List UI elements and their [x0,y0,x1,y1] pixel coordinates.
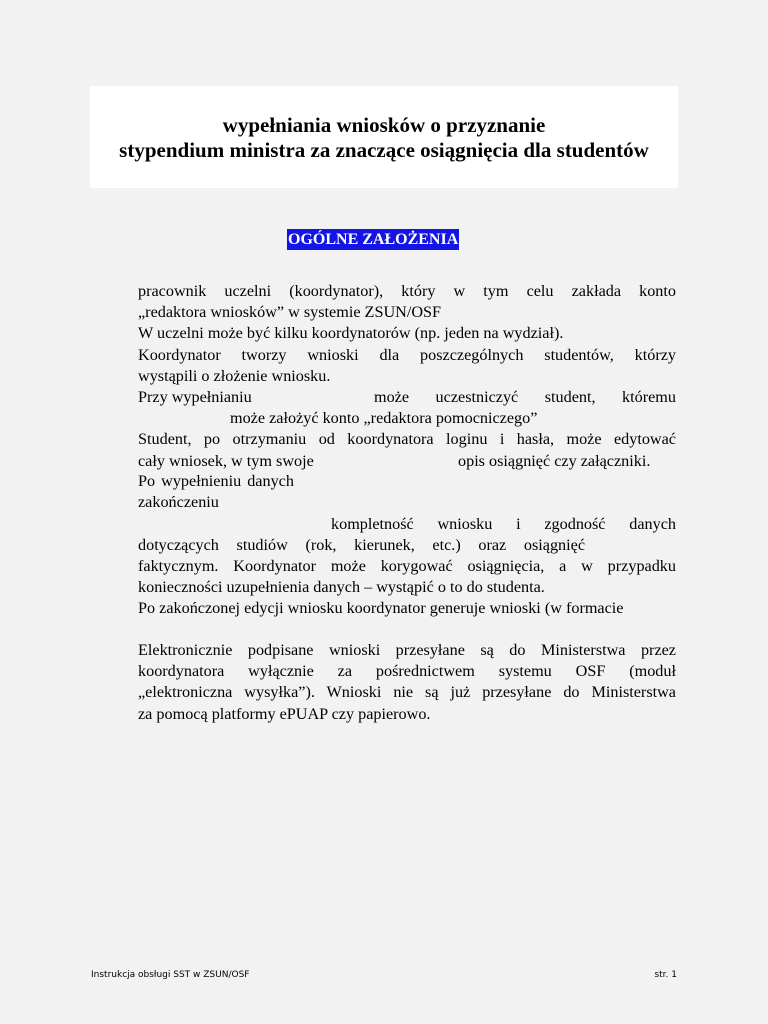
body-line: dotyczących studiów (rok, kierunek, etc.) oraz osiągnięć [138,536,585,554]
body-line: kompletność wniosku i zgodność danych [331,515,676,533]
body-line: Elektronicznie podpisane wnioski przesyłane są do Ministerstwa przez [138,641,676,659]
body-line: „elektroniczna wysyłka”). Wnioski nie są już przesyłane do Ministerstwa [138,683,676,701]
body-line: Po wypełnieniu danych [138,472,294,490]
body-line: Student, po otrzymaniu od koordynatora loginu i hasła, może edytować [138,430,676,448]
section-heading: OGÓLNE ZAŁOŻENIA [288,231,459,248]
body-line: wystąpili o złożenie wniosku. [138,367,331,385]
footer-page-number: str. 1 [654,970,677,980]
body-line: Koordynator tworzy wnioski dla poszczególnych studentów, którzy [138,346,676,364]
document-title-line-2: stypendium ministra za znaczące osiągnięcia dla studentów [119,138,649,162]
body-line: pracownik uczelni (koordynator), który w tym celu zakłada konto [138,282,676,300]
body-line: koordynatora wyłącznie za pośrednictwem systemu OSF (moduł [138,662,676,680]
body-line: konieczności uzupełnienia danych – wystąpić o to do studenta. [138,578,545,596]
body-line: może założyć konto „redaktora pomocniczego” [230,409,538,427]
footer-document-name: Instrukcja obsługi SST w ZSUN/OSF [91,970,250,980]
title-box [90,86,678,188]
body-line: W uczelni może być kilku koordynatorów (np. jeden na wydział). [138,324,564,342]
body-line: opis osiągnięć czy załączniki. [458,452,651,470]
body-line: za pomocą platformy ePUAP czy papierowo. [138,705,431,723]
body-line: faktycznym. Koordynator może korygować osiągnięcia, a w przypadku [138,557,676,575]
body-line: może uczestniczyć student, któremu [374,388,676,406]
body-line: zakończeniu [138,493,219,511]
body-line: Przy wypełnianiu [138,388,252,406]
body-line: cały wniosek, w tym swoje [138,452,314,470]
document-title-line-1: wypełniania wniosków o przyznanie [222,113,546,137]
body-line: Po zakończonej edycji wniosku koordynator generuje wnioski (w formacie [138,599,624,617]
body-line: „redaktora wniosków” w systemie ZSUN/OSF [138,303,442,321]
